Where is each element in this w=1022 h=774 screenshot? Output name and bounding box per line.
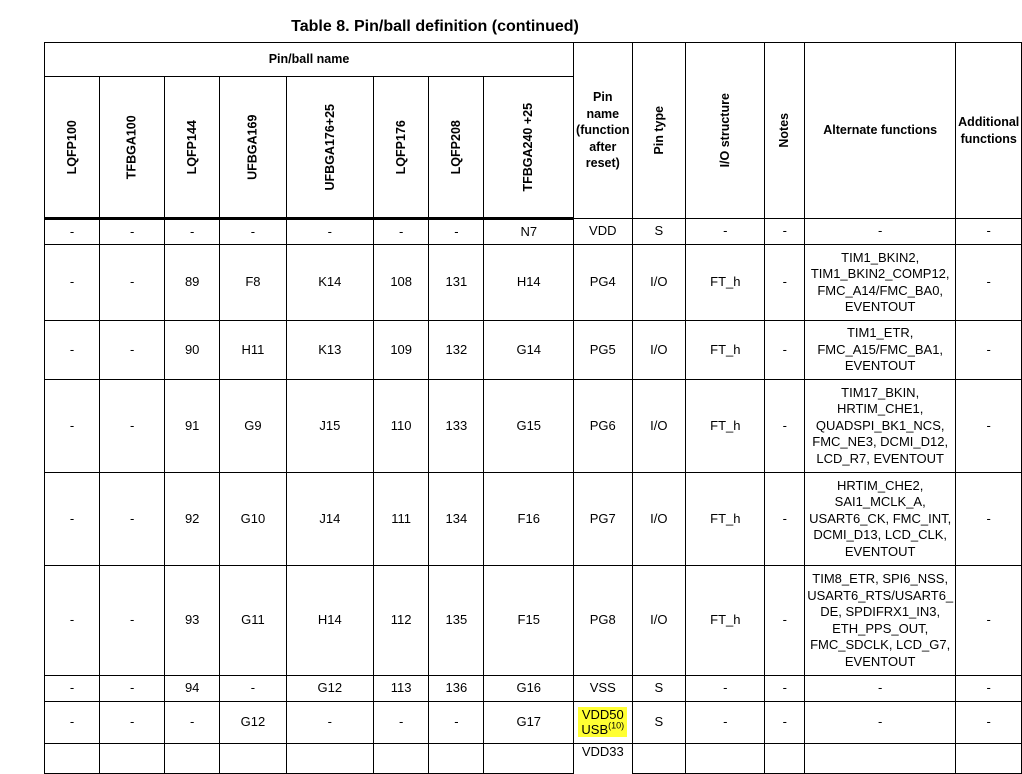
table-cell: -	[45, 566, 100, 676]
table-row	[45, 702, 1022, 744]
table-row	[45, 219, 1022, 245]
table-row	[45, 473, 1022, 566]
table-cell: -	[374, 702, 429, 744]
table-cell: -	[220, 219, 286, 245]
table-cell: I/O	[632, 245, 686, 321]
additional-functions-header: Additional functions	[956, 43, 1022, 219]
table-cell: G12	[220, 702, 286, 744]
table-cell: -	[374, 219, 429, 245]
pin-name-text: VDD33	[581, 744, 624, 759]
table-cell: -	[286, 219, 374, 245]
table-cell	[574, 744, 632, 774]
table-cell: -	[429, 702, 484, 744]
package-header: TFBGA240 +25	[484, 77, 574, 219]
table-row	[45, 566, 1022, 676]
table-cell: I/O	[632, 566, 686, 676]
table-cell: 109	[374, 321, 429, 380]
table-cell: -	[45, 219, 100, 245]
table-body	[45, 219, 1022, 774]
alternate-function-line: FMC_A15/FMC_BA1,	[817, 341, 944, 357]
table-cell: -	[100, 380, 165, 473]
table-cell: -	[286, 702, 374, 744]
table-cell: -	[686, 676, 765, 702]
table-cell: G17	[484, 702, 574, 744]
table-cell: H14	[484, 245, 574, 321]
package-header: UFBGA169	[220, 77, 286, 219]
table-cell: G9	[220, 380, 286, 473]
table-cell: 136	[429, 676, 484, 702]
table-cell: 132	[429, 321, 484, 380]
table-cell: K13	[286, 321, 374, 380]
table-cell: -	[765, 473, 805, 566]
table-row	[45, 744, 1022, 774]
table-cell: G11	[220, 566, 286, 676]
table-cell	[286, 744, 374, 774]
additional-functions-cell: -	[956, 566, 1022, 676]
table-cell: 131	[429, 245, 484, 321]
table-cell: G12	[286, 676, 374, 702]
additional-functions-cell: -	[956, 676, 1022, 702]
table-cell: -	[765, 380, 805, 473]
pin-type-header: Pin type	[632, 43, 686, 219]
alternate-function-line: DE, SPDIFRX1_IN3,	[820, 604, 941, 619]
table-cell: 93	[165, 566, 220, 676]
table-cell: -	[100, 702, 165, 744]
additional-functions-cell	[956, 744, 1022, 774]
table-cell	[765, 744, 805, 774]
table-cell: 94	[165, 676, 220, 702]
table-cell	[374, 744, 429, 774]
table-cell: VSS	[574, 676, 632, 702]
package-header: LQFP100	[45, 77, 100, 219]
table-row	[45, 321, 1022, 380]
table-cell: -	[165, 219, 220, 245]
alternate-function-line: FMC_A14/FMC_BA0,	[817, 282, 944, 298]
table-cell: I/O	[632, 473, 686, 566]
table-cell: 134	[429, 473, 484, 566]
table-cell: G10	[220, 473, 286, 566]
pin-definition-table	[44, 42, 1022, 774]
table-cell: I/O	[632, 321, 686, 380]
table-cell: -	[765, 245, 805, 321]
package-header: TFBGA100	[100, 77, 165, 219]
table-cell: -	[765, 676, 805, 702]
pin-name-text: VDD50 USB$^{(10)}$	[578, 707, 627, 737]
alternate-functions-cell	[805, 245, 956, 321]
table-cell: PG8	[574, 566, 632, 676]
table-cell: 135	[429, 566, 484, 676]
table-cell	[165, 744, 220, 774]
table-cell: VDD	[574, 219, 632, 245]
alternate-function-line: USART6_CK, FMC_INT,	[809, 510, 952, 526]
additional-functions-cell: -	[956, 245, 1022, 321]
table-cell: 111	[374, 473, 429, 566]
io-structure-header: I/O structure	[686, 43, 765, 219]
table-cell: J14	[286, 473, 374, 566]
table-cell: -	[765, 702, 805, 744]
alternate-function-line: QUADSPI_BK1_NCS,	[815, 417, 945, 433]
table-cell: 110	[374, 380, 429, 473]
table-cell: -	[220, 676, 286, 702]
alternate-function-line: EVENTOUT	[844, 543, 916, 559]
table-cell: -	[165, 702, 220, 744]
table-cell: 113	[374, 676, 429, 702]
table-cell: F15	[484, 566, 574, 676]
alternate-function-line: HRTIM_CHE1,	[836, 401, 924, 417]
table-cell	[484, 744, 574, 774]
table-cell: K14	[286, 245, 374, 321]
additional-functions-cell: -	[956, 380, 1022, 473]
alternate-function-line: FMC_NE3, DCMI_D12,	[812, 434, 949, 450]
table-cell: FT_h	[686, 566, 765, 676]
table-cell: H11	[220, 321, 286, 380]
pin-ball-name-header: Pin/ball name	[45, 43, 574, 77]
table-cell: FT_h	[686, 473, 765, 566]
table-cell: -	[100, 676, 165, 702]
table-cell: G14	[484, 321, 574, 380]
pin-name-header: Pin name (function after reset)	[574, 43, 632, 219]
table-cell: FT_h	[686, 380, 765, 473]
alternate-function-line: USART6_RTS/USART6_	[807, 587, 954, 603]
table-cell: S	[632, 676, 686, 702]
table-cell: S	[632, 702, 686, 744]
alternate-functions-cell	[805, 219, 956, 245]
table-cell: 112	[374, 566, 429, 676]
alternate-functions-cell	[805, 473, 956, 566]
table-row	[45, 676, 1022, 702]
additional-functions-cell: -	[956, 473, 1022, 566]
table-cell: -	[45, 321, 100, 380]
table-cell: PG7	[574, 473, 632, 566]
table-cell: -	[45, 676, 100, 702]
alternate-function-line: TIM8_ETR, SPI6_NSS,	[812, 571, 949, 586]
table-cell	[429, 744, 484, 774]
alternate-function-line: HRTIM_CHE2,	[836, 477, 924, 493]
footnote-ref[interactable]: (10)	[608, 720, 625, 731]
table-row	[45, 245, 1022, 321]
table-cell: I/O	[632, 380, 686, 473]
table-cell: -	[765, 321, 805, 380]
table-cell	[686, 744, 765, 774]
table-cell: -	[45, 380, 100, 473]
table-cell: -	[429, 219, 484, 245]
alternate-function-line: EVENTOUT	[844, 653, 916, 669]
alternate-function-line: TIM17_BKIN,	[841, 384, 920, 400]
alternate-functions-header: Alternate functions	[805, 43, 956, 219]
table-cell: -	[45, 702, 100, 744]
package-header: LQFP208	[429, 77, 484, 219]
table-cell: 133	[429, 380, 484, 473]
alternate-function-line: EVENTOUT	[844, 299, 916, 314]
table-cell	[220, 744, 286, 774]
alternate-function-line: TIM1_BKIN2,	[841, 249, 920, 265]
table-cell: J15	[286, 380, 374, 473]
table-cell: -	[765, 566, 805, 676]
alternate-functions-cell	[805, 702, 956, 744]
alternate-function-line: LCD_R7, EVENTOUT	[816, 450, 944, 466]
table-cell: 90	[165, 321, 220, 380]
table-cell: H14	[286, 566, 374, 676]
alternate-functions-cell	[805, 321, 956, 380]
table-cell: -	[45, 245, 100, 321]
table-cell	[45, 744, 100, 774]
table-cell: PG5	[574, 321, 632, 380]
table-cell: -	[45, 473, 100, 566]
table-cell: PG4	[574, 245, 632, 321]
additional-functions-cell: -	[956, 321, 1022, 380]
table-cell	[100, 744, 165, 774]
additional-functions-cell: -	[956, 702, 1022, 744]
alternate-functions-cell	[805, 380, 956, 473]
table-cell: N7	[484, 219, 574, 245]
table-cell: -	[686, 219, 765, 245]
alternate-function-line: FMC_SDCLK, LCD_G7,	[810, 637, 951, 652]
table-cell: 108	[374, 245, 429, 321]
alternate-function-line: EVENTOUT	[844, 358, 916, 374]
table-cell: G15	[484, 380, 574, 473]
package-header: LQFP176	[374, 77, 429, 219]
notes-header: Notes	[765, 43, 805, 219]
package-header: LQFP144	[165, 77, 220, 219]
table-cell: -	[100, 321, 165, 380]
table-cell: 89	[165, 245, 220, 321]
alternate-function-line: ETH_PPS_OUT,	[832, 620, 929, 636]
table-cell: -	[686, 702, 765, 744]
table-cell: -	[100, 566, 165, 676]
table-cell: S	[632, 219, 686, 245]
table-cell: PG6	[574, 380, 632, 473]
table-cell: FT_h	[686, 245, 765, 321]
table-cell: -	[100, 219, 165, 245]
table-cell: -	[765, 219, 805, 245]
alternate-function-line: -	[878, 223, 883, 239]
alternate-function-line: TIM1_ETR,	[846, 325, 914, 341]
table-title: Table 8. Pin/ball definition (continued)	[291, 18, 579, 35]
table-cell: -	[100, 245, 165, 321]
table-cell: G16	[484, 676, 574, 702]
table-cell: 91	[165, 380, 220, 473]
alternate-function-line: -	[878, 714, 883, 730]
table-cell: 92	[165, 473, 220, 566]
table-cell	[632, 744, 686, 774]
alternate-function-line: SAI1_MCLK_A,	[834, 494, 926, 510]
table-row	[45, 380, 1022, 473]
alternate-functions-cell	[805, 744, 956, 774]
table-cell: -	[100, 473, 165, 566]
alternate-functions-cell	[805, 676, 956, 702]
table-cell: F16	[484, 473, 574, 566]
table-cell	[574, 702, 632, 744]
alternate-functions-cell	[805, 566, 956, 676]
table-cell: FT_h	[686, 321, 765, 380]
alternate-function-line: TIM1_BKIN2_COMP12,	[810, 266, 950, 281]
table-cell: F8	[220, 245, 286, 321]
additional-functions-cell: -	[956, 219, 1022, 245]
alternate-function-line: DCMI_D13, LCD_CLK,	[813, 527, 947, 543]
alternate-function-line: -	[878, 680, 883, 696]
package-header: UFBGA176+25	[286, 77, 374, 219]
